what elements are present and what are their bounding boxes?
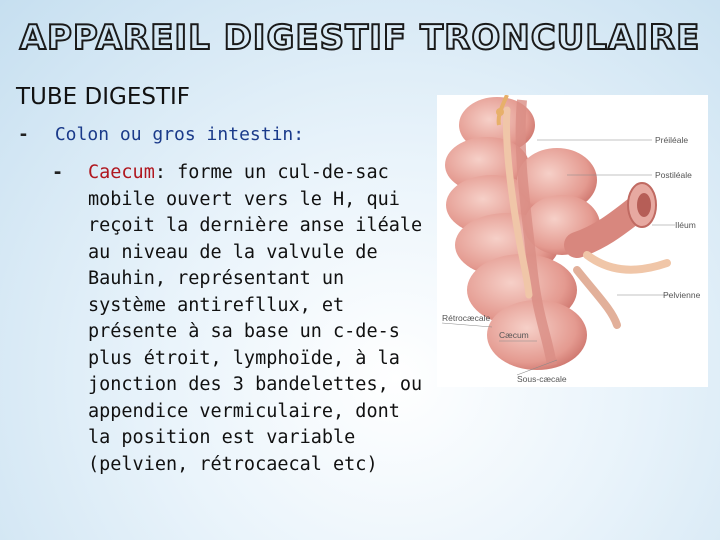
caecum-description: : forme un cul-de-sac mobile ouvert vers le H, qui reçoit la dernière anse iléale au niveau de la valvule de Bauhin, représentant un système antirefllux, et présente à sa base un c-de-s plus étroit, lymphoïde, à la jonction des 3 bandelettes, ou appendice vermiculaire, dont la position est variable (pelvien, rétrocaecal etc) xyxy=(88,162,423,475)
label-pelvienne: Pelvienne xyxy=(663,290,701,300)
label-preileale: Préiléale xyxy=(655,135,689,145)
bullet-caecum-paragraph xyxy=(88,160,432,478)
section-heading: TUBE DIGESTIF xyxy=(16,84,191,110)
bullet-colon-text: Colon ou gros intestin: xyxy=(54,124,305,145)
bullet-colon xyxy=(18,124,304,145)
caecum-illustration xyxy=(437,95,708,387)
label-caecum: Cæcum xyxy=(499,330,529,340)
slide-title: APPAREIL DIGESTIF TRONCULAIRE xyxy=(19,18,701,58)
label-postileale: Postiléale xyxy=(655,170,692,180)
bullet-marker: - xyxy=(18,124,29,145)
label-souscaecale: Sous-cæcale xyxy=(517,374,567,384)
label-retrocaecale: Rétrocæcale xyxy=(442,313,491,323)
bullet-caecum xyxy=(52,160,432,478)
bullet-marker: - xyxy=(52,162,64,183)
caecum-anatomy-drawing xyxy=(437,95,708,387)
label-ileum: Iléum xyxy=(675,220,696,230)
caecum-keyword: Caecum xyxy=(88,162,155,183)
